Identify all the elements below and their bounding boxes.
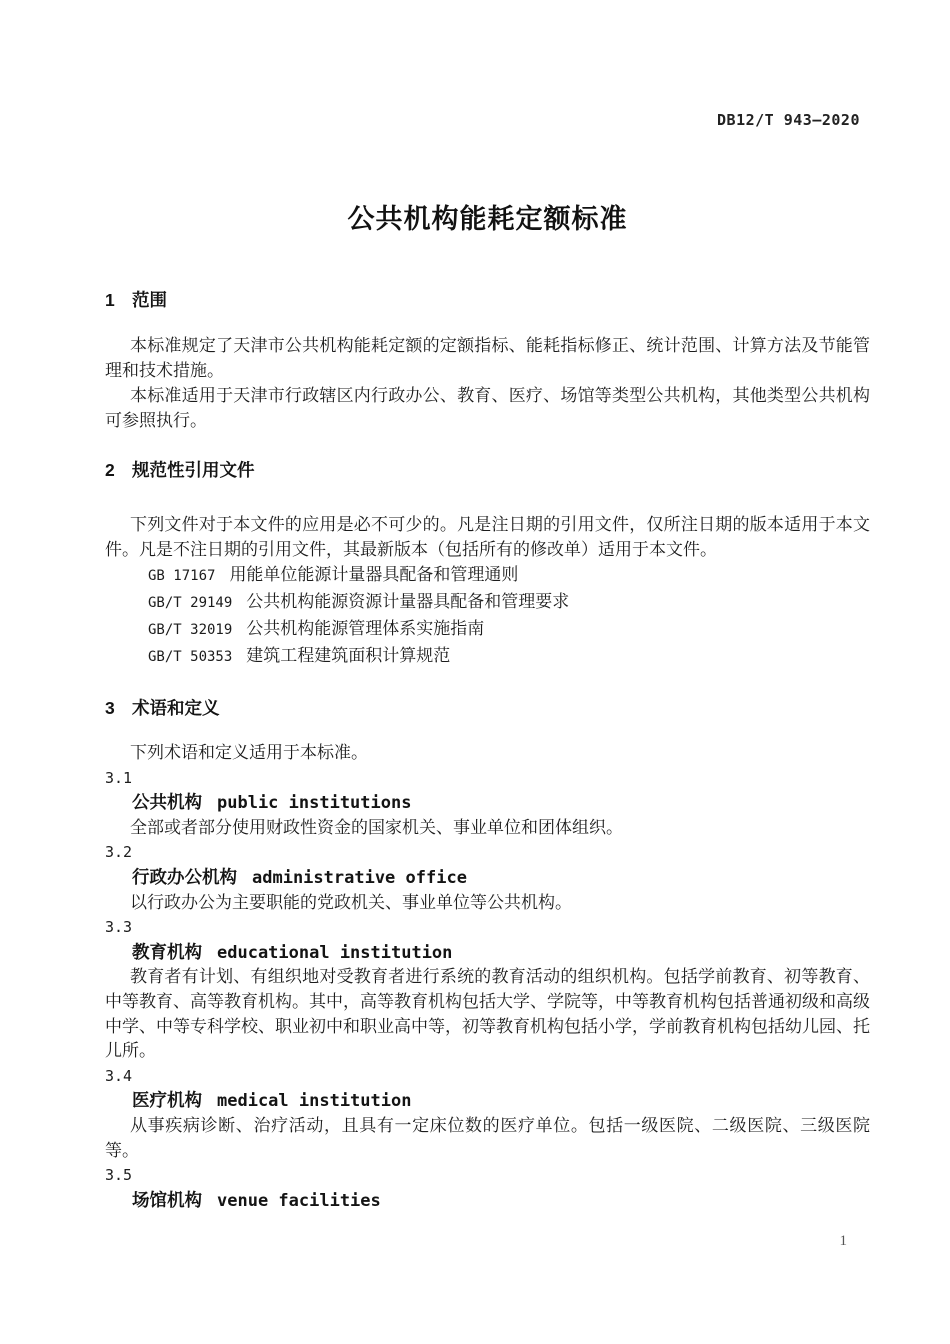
- term-definition: 全部或者部分使用财政性资金的国家机关、事业单位和团体组织。: [130, 817, 623, 837]
- section-body: [105, 512, 870, 670]
- term-entry: [105, 766, 870, 841]
- term-zh: 公共机构: [132, 792, 202, 813]
- section-terms-definitions: [105, 695, 870, 1213]
- term-en: educational institution: [217, 942, 453, 963]
- doc-code: DB12/T 943—2020: [717, 111, 860, 129]
- section-heading: [105, 457, 870, 483]
- section-scope: [105, 287, 870, 433]
- term-entry: [105, 1163, 870, 1213]
- term-name: [105, 1088, 870, 1114]
- term-en: public institutions: [217, 793, 412, 814]
- term-zh: 医疗机构: [132, 1090, 202, 1111]
- term-entry: [105, 840, 870, 915]
- section-number: 2: [105, 460, 115, 480]
- reference-title: 用能单位能源计量器具配备和管理通则: [229, 565, 519, 584]
- section-title: 规范性引用文件: [132, 460, 255, 480]
- section-body: [105, 741, 870, 1213]
- reference-title: 公共机构能源管理体系实施指南: [246, 619, 485, 638]
- term-en: administrative office: [252, 867, 467, 888]
- reference-code: GB/T 32019: [148, 622, 233, 638]
- section-number: 3: [105, 698, 115, 718]
- paragraph: 本标准适用于天津市行政辖区内行政办公、教育、医疗、场馆等类型公共机构，其他类型公共机构可参照执行。: [105, 386, 870, 430]
- term-name: [105, 1188, 870, 1214]
- paragraph: 本标准规定了天津市公共机构能耗定额的定额指标、能耗指标修正、统计范围、计算方法及节能管理和技术措施。: [105, 336, 870, 380]
- paragraph: 下列文件对于本文件的应用是必不可少的。凡是注日期的引用文件，仅所注日期的版本适用于本文件。凡是不注日期的引用文件，其最新版本（包括所有的修改单）适用于本文件。: [105, 515, 870, 559]
- reference-code: GB 17167: [148, 568, 216, 584]
- term-number: 3.5: [105, 1166, 133, 1185]
- term-en: medical institution: [217, 1091, 412, 1112]
- reference-item: [105, 643, 870, 670]
- section-body: [105, 333, 870, 433]
- term-zh: 教育机构: [132, 941, 202, 962]
- term-number: 3.4: [105, 1066, 133, 1085]
- term-number: 3.1: [105, 768, 133, 787]
- reference-title: 建筑工程建筑面积计算规范: [246, 646, 451, 665]
- reference-list: [105, 562, 870, 670]
- term-number: 3.3: [105, 918, 133, 937]
- term-definition: 教育者有计划、有组织地对受教育者进行系统的教育活动的组织机构。包括学前教育、初等教育、中等教育、高等教育机构。其中，高等教育机构包括大学、学院等，中等教育机构包括普通初级和高级中学、中等专科学校、职业初中和职业高中等，初等教育机构包括小学，学前教育机构包括幼儿园、托儿所。: [105, 967, 870, 1061]
- term-definition: 从事疾病诊断、治疗活动，且具有一定床位数的医疗单位。包括一级医院、二级医院、三级医院等。: [105, 1115, 870, 1160]
- term-definition: 以行政办公为主要职能的党政机关、事业单位等公共机构。: [130, 892, 572, 912]
- reference-item: [105, 589, 870, 616]
- reference-item: [105, 616, 870, 643]
- term-zh: 场馆机构: [132, 1189, 202, 1210]
- page-number: 1: [839, 1233, 847, 1249]
- term-entry: [105, 1064, 870, 1163]
- doc-title: 公共机构能耗定额标准: [347, 204, 628, 234]
- reference-code: GB/T 29149: [148, 595, 233, 611]
- section-normative-references: [105, 457, 870, 670]
- reference-title: 公共机构能源资源计量器具配备和管理要求: [246, 592, 570, 611]
- term-name: [105, 865, 870, 891]
- term-name: [105, 790, 870, 816]
- terms-intro: 下列术语和定义适用于本标准。: [130, 743, 368, 762]
- term-number: 3.2: [105, 843, 133, 862]
- term-name: [105, 940, 870, 966]
- term-entry: [105, 915, 870, 1064]
- section-heading: [105, 695, 870, 721]
- section-title: 范围: [132, 290, 167, 310]
- term-zh: 行政办公机构: [132, 866, 237, 887]
- section-title: 术语和定义: [132, 698, 220, 718]
- section-number: 1: [105, 290, 115, 310]
- section-heading: [105, 287, 870, 313]
- term-en: venue facilities: [217, 1190, 381, 1211]
- reference-item: [105, 562, 870, 589]
- reference-code: GB/T 50353: [148, 649, 233, 665]
